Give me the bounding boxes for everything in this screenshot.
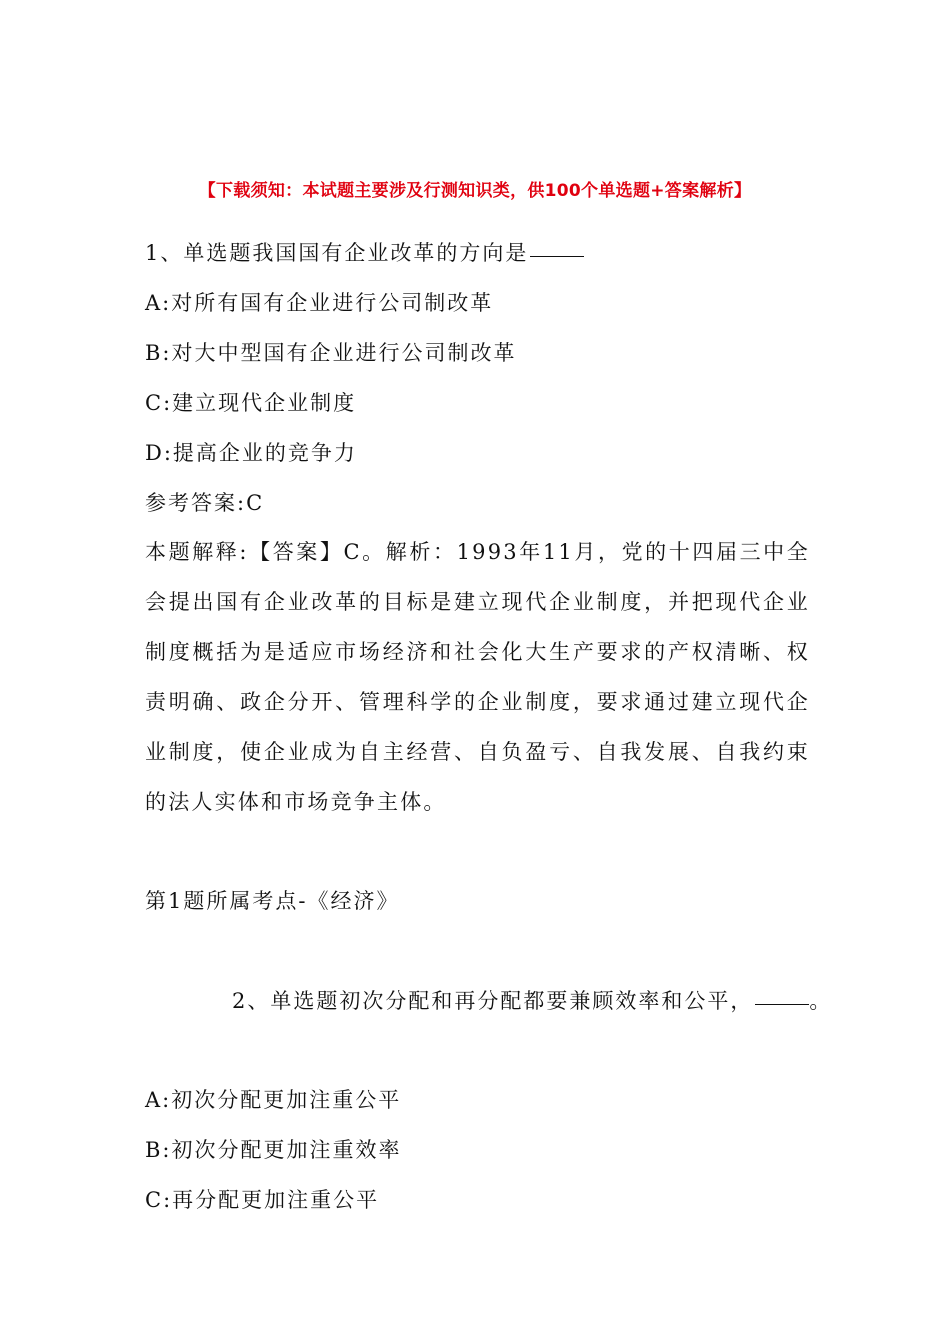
answer-blank (755, 1003, 809, 1005)
question-1-stem-text: 1、单选题我国国有企业改革的方向是 (145, 241, 529, 265)
question-1-stem (145, 240, 584, 266)
download-notice: 【下载须知：本试题主要涉及行测知识类，供100个单选题+答案解析】 (198, 181, 752, 201)
answer-blank (530, 255, 584, 257)
question-2-stem-end: 。 (809, 989, 833, 1013)
question-1-option-c: C:建立现代企业制度 (145, 391, 357, 415)
question-1-answer: 参考答案:C (145, 491, 265, 515)
question-1-topic: 第1题所属考点-《经济》 (145, 889, 400, 913)
question-2-option-a: A:初次分配更加注重公平 (145, 1088, 402, 1112)
question-2-option-c: C:再分配更加注重公平 (145, 1188, 380, 1212)
question-2-stem (232, 988, 832, 1014)
question-2-stem-text: 2、单选题初次分配和再分配都要兼顾效率和公平， (232, 989, 754, 1013)
question-1-option-d: D:提高企业的竞争力 (145, 441, 357, 465)
question-1-explanation: 本题解释:【答案】C。解析：1993年11月，党的十四届三中全会提出国有企业改革的目标是建立现代企业制度，并把现代企业制度概括为是适应市场经济和社会化大生产要求的产权清晰、权责明确、政企分开、管理科学的企业制度，要求通过建立现代企业制度，使企业成为自主经营、自负盈亏、自我发展、自我约束的法人实体和市场竞争主体。 (145, 540, 810, 814)
question-1-option-b: B:对大中型国有企业进行公司制改革 (145, 341, 517, 365)
question-2-option-b: B:初次分配更加注重效率 (145, 1138, 402, 1162)
question-1-option-a: A:对所有国有企业进行公司制改革 (145, 291, 494, 315)
